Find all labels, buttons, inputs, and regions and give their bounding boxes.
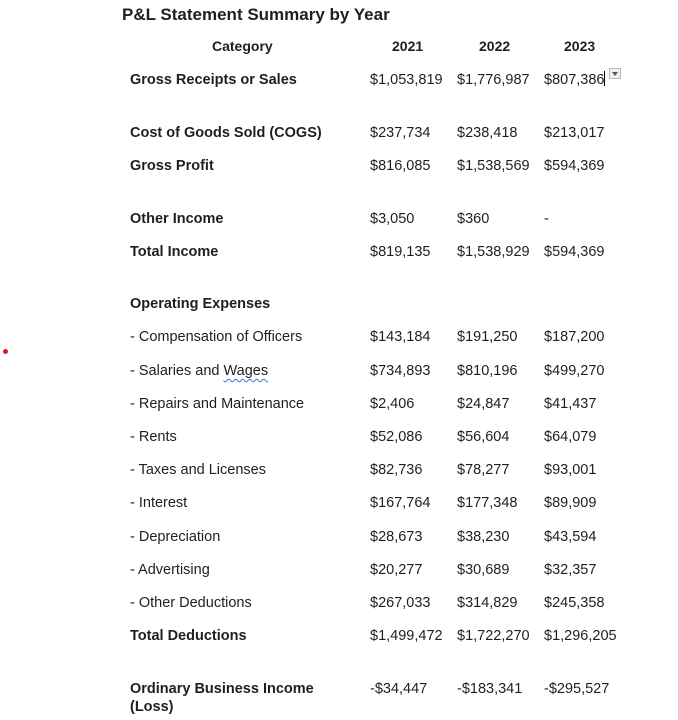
cell-gross-profit-2021[interactable]: $816,085 — [370, 158, 431, 174]
row-label-repairs: - Repairs and Maintenance — [130, 396, 305, 412]
cell-taxes-2023[interactable]: $93,001 — [544, 462, 597, 478]
cell-other-income-2023[interactable]: - — [544, 211, 549, 227]
cell-total-income-2022[interactable]: $1,538,929 — [457, 244, 530, 260]
cell-salaries-2021[interactable]: $734,893 — [370, 363, 431, 379]
cell-gross-profit-2022[interactable]: $1,538,569 — [457, 158, 530, 174]
row-label-total-deductions: Total Deductions — [130, 628, 247, 644]
row-label-other-deductions: - Other Deductions — [130, 595, 252, 611]
cell-comp-officers-2021[interactable]: $143,184 — [370, 329, 431, 345]
cell-repairs-2022[interactable]: $24,847 — [457, 396, 510, 412]
cell-total-income-2023[interactable]: $594,369 — [544, 244, 605, 260]
cell-salaries-2022[interactable]: $810,196 — [457, 363, 518, 379]
header-2021: 2021 — [392, 38, 424, 54]
text-cursor — [604, 71, 605, 86]
row-label-salaries — [130, 362, 268, 380]
cell-cogs-2021[interactable]: $237,734 — [370, 125, 431, 141]
cell-total-deductions-2023[interactable]: $1,296,205 — [544, 628, 617, 644]
cell-gross-receipts-2023[interactable] — [544, 71, 608, 89]
header-category: Category — [212, 38, 273, 54]
row-label-total-income: Total Income — [130, 244, 219, 260]
cell-depreciation-2021[interactable]: $28,673 — [370, 529, 423, 545]
cell-advertising-2021[interactable]: $20,277 — [370, 562, 423, 578]
cell-rents-2022[interactable]: $56,604 — [457, 429, 510, 445]
cell-rents-2021[interactable]: $52,086 — [370, 429, 423, 445]
cell-other-deductions-2022[interactable]: $314,829 — [457, 595, 518, 611]
cell-total-deductions-2022[interactable]: $1,722,270 — [457, 628, 530, 644]
spellcheck-word[interactable]: Wages — [223, 363, 269, 379]
cell-salaries-2023[interactable]: $499,270 — [544, 363, 605, 379]
cell-comp-officers-2023[interactable]: $187,200 — [544, 329, 605, 345]
cell-repairs-2021[interactable]: $2,406 — [370, 396, 415, 412]
section-label-operating-expenses: Operating Expenses — [130, 296, 271, 312]
cell-total-income-2021[interactable]: $819,135 — [370, 244, 431, 260]
cell-advertising-2023[interactable]: $32,357 — [544, 562, 597, 578]
cell-depreciation-2022[interactable]: $38,230 — [457, 529, 510, 545]
cell-gross-receipts-2023-value: $807,386 — [544, 72, 605, 88]
cell-other-income-2021[interactable]: $3,050 — [370, 211, 415, 227]
cell-interest-2022[interactable]: $177,348 — [457, 495, 518, 511]
header-2022: 2022 — [479, 38, 511, 54]
cell-comp-officers-2022[interactable]: $191,250 — [457, 329, 518, 345]
row-label-taxes: - Taxes and Licenses — [130, 462, 266, 478]
chevron-down-icon[interactable] — [609, 68, 621, 79]
row-label-cogs: Cost of Goods Sold (COGS) — [130, 125, 322, 141]
cell-repairs-2023[interactable]: $41,437 — [544, 396, 597, 412]
cell-gross-receipts-2022[interactable]: $1,776,987 — [457, 72, 530, 88]
cell-ordinary-income-2023[interactable]: -$295,527 — [544, 681, 610, 697]
row-label-salaries-prefix: - Salaries and — [130, 363, 224, 379]
cell-depreciation-2023[interactable]: $43,594 — [544, 529, 597, 545]
cell-total-deductions-2021[interactable]: $1,499,472 — [370, 628, 443, 644]
row-label-interest: - Interest — [130, 495, 188, 511]
cell-rents-2023[interactable]: $64,079 — [544, 429, 597, 445]
row-label-rents: - Rents — [130, 429, 177, 445]
cell-taxes-2022[interactable]: $78,277 — [457, 462, 510, 478]
cell-taxes-2021[interactable]: $82,736 — [370, 462, 423, 478]
cell-other-deductions-2021[interactable]: $267,033 — [370, 595, 431, 611]
cell-advertising-2022[interactable]: $30,689 — [457, 562, 510, 578]
row-label-advertising: - Advertising — [130, 562, 210, 578]
cell-gross-profit-2023[interactable]: $594,369 — [544, 158, 605, 174]
row-label-gross-profit: Gross Profit — [130, 158, 214, 174]
cell-gross-receipts-2021[interactable]: $1,053,819 — [370, 72, 443, 88]
header-2023: 2023 — [564, 38, 596, 54]
cell-ordinary-income-2022[interactable]: -$183,341 — [457, 681, 523, 697]
row-label-other-income: Other Income — [130, 211, 224, 227]
cell-ordinary-income-2021[interactable]: -$34,447 — [370, 681, 428, 697]
row-label-gross-receipts: Gross Receipts or Sales — [130, 72, 297, 88]
cell-interest-2021[interactable]: $167,764 — [370, 495, 431, 511]
page-title: P&L Statement Summary by Year — [122, 5, 390, 24]
red-marker-dot — [3, 349, 8, 354]
cell-other-deductions-2023[interactable]: $245,358 — [544, 595, 605, 611]
cell-cogs-2022[interactable]: $238,418 — [457, 125, 518, 141]
cell-interest-2023[interactable]: $89,909 — [544, 495, 597, 511]
row-label-comp-officers: - Compensation of Officers — [130, 329, 303, 345]
cell-cogs-2023[interactable]: $213,017 — [544, 125, 605, 141]
row-label-depreciation: - Depreciation — [130, 529, 221, 545]
row-label-ordinary-income: Ordinary Business Income (Loss) — [130, 681, 314, 715]
cell-other-income-2022[interactable]: $360 — [457, 211, 490, 227]
